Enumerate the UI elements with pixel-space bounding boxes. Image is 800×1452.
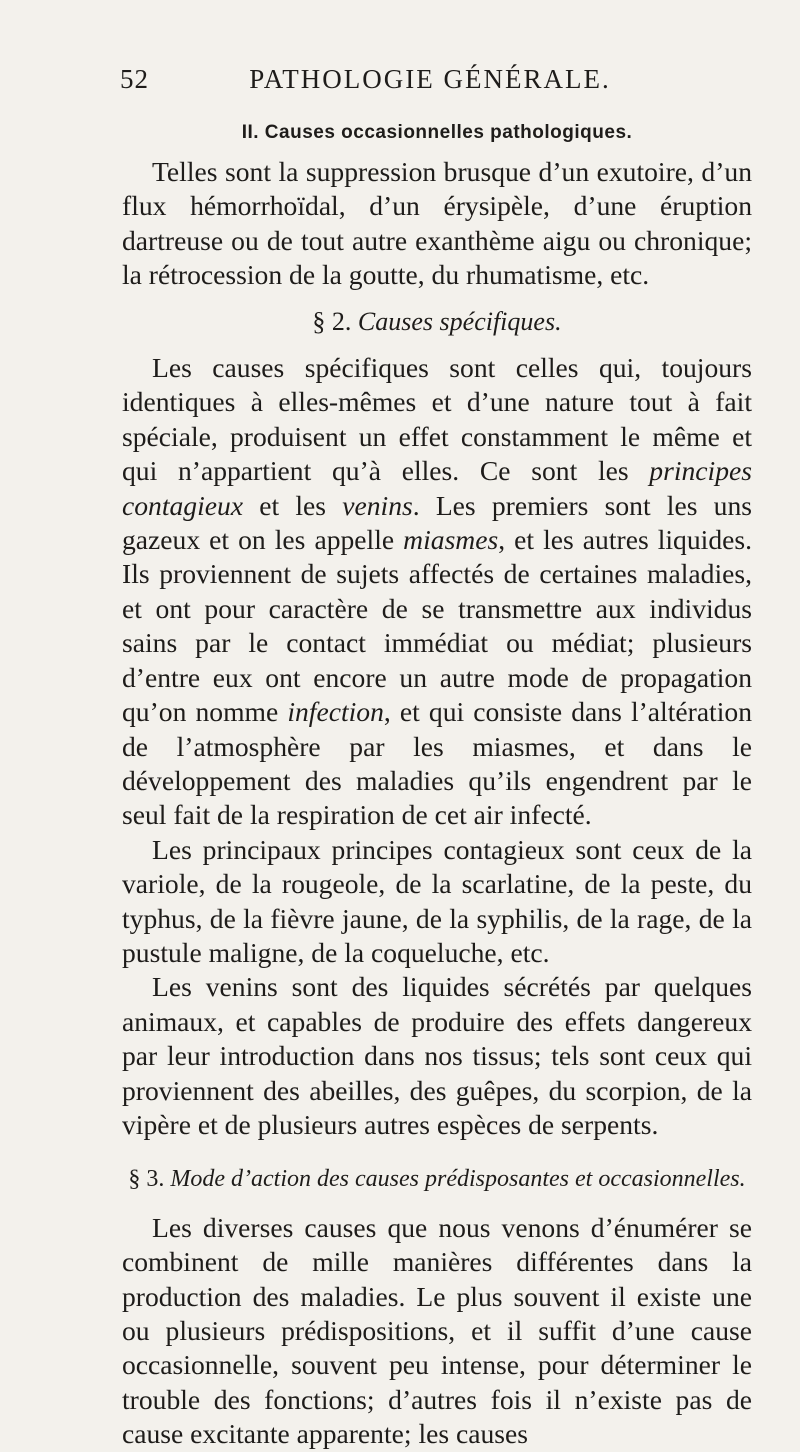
page-number: 52 <box>120 64 149 94</box>
subsection-heading: II. Causes occasionnelles pathologiques. <box>241 122 633 143</box>
section-2-heading <box>122 305 752 339</box>
running-head <box>120 64 740 104</box>
page-body <box>122 118 752 1452</box>
term-principes-contagieux: principes contagieux <box>122 455 752 521</box>
section-3-title: Mode d’action des causes prédisposantes et occasionnelles. <box>170 1166 746 1193</box>
paragraph-specific-causes: Les causes spécifiques sont celles qui, toujours identiques à elles-mêmes et d’une nature tout à fait spéciale, produisent un effet constamment le même et qui n’appartient qu’à elles. Ce sont les principes contagieux et les venins. Les premiers sont les uns gazeux et on les appelle miasmes, et les autres liquides. Ils proviennent de sujets affectés de certaines maladies, et ont pour caractère de se transmettre aux individus sains par le contact immédiat ou médiat; plusieurs d’entre eux ont encore un autre mode de propagation qu’on nomme infection, et qui consiste dans l’altération de l’atmosphère par les miasmes, et dans le développement des maladies qu’ils engendrent par le seul fait de la respiration de cet air infecté. <box>122 352 752 831</box>
section-3-heading <box>122 1162 752 1196</box>
term-miasmes: miasmes <box>403 524 499 556</box>
section-3-number: § 3. <box>128 1166 165 1193</box>
term-venins: venins <box>342 489 413 521</box>
paragraph-mode-of-action: Les diverses causes que nous venons d’énumérer se combinent de mille manières différentes dans la production des maladies. Le plus souvent il existe une ou plusieurs prédispositions, et il suffit d’une cause occasionnelle, souvent peu intense, pour déterminer le trouble des fonctions; d’autres fois il n’existe pas de cause excitante apparente; les causes <box>122 1211 752 1450</box>
term-infection: infection <box>287 696 384 728</box>
section-2-number: § 2. <box>312 306 352 336</box>
section-2-title: Causes spécifiques. <box>357 306 562 336</box>
running-title: PATHOLOGIE GÉNÉRALE. <box>249 64 611 94</box>
paragraph-occasional-causes: Telles sont la suppression brusque d’un exutoire, d’un flux hémorrhoïdal, d’un érysipèle, d’une éruption dartreuse ou de tout autre exanthème aigu ou chronique; la rétrocession de la goutte, du rhumatisme, etc. <box>122 156 752 291</box>
paragraph-venoms: Les venins sont des liquides sécrétés par quelques animaux, et capables de produire des effets dangereux par leur introduction dans nos tissus; tels sont ceux qui proviennent des abeilles, des guêpes, du scorpion, de la vipère et de plusieurs autres espèces de serpents. <box>122 971 752 1140</box>
paragraph-contagious-principles: Les principaux principes contagieux sont ceux de la variole, de la rougeole, de la scarlatine, de la peste, du typhus, de la fièvre jaune, de la syphilis, de la rage, de la pustule maligne, de la coqueluche, etc. <box>122 833 752 968</box>
